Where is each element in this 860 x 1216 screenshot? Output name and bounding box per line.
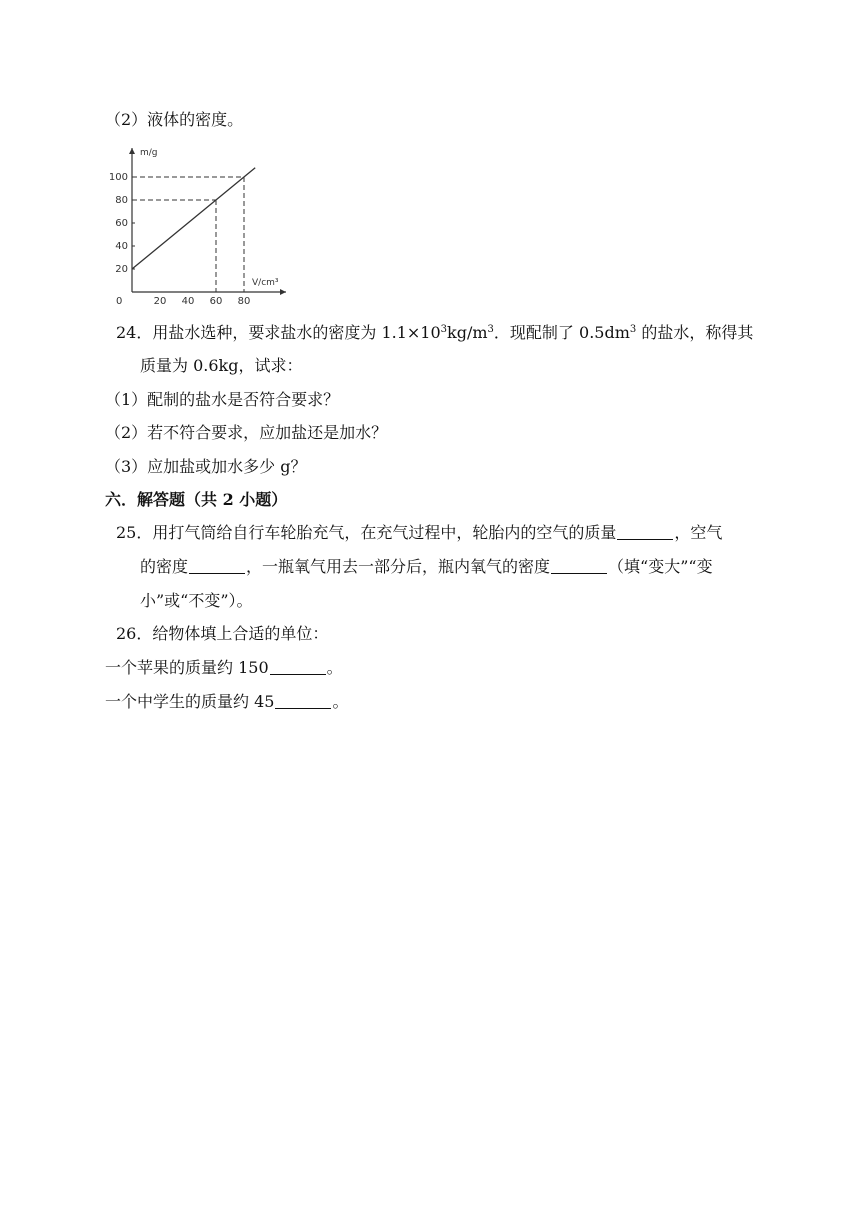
q24-text-c: ．现配制了 0.5dm [493,323,630,342]
q25-line3: 小”或“不变”）。 [140,591,253,610]
y-tick-label: 80 [115,195,128,206]
q24-sup3: 3 [629,324,637,335]
q24-sup2: 3 [487,324,494,335]
q26-item2: 一个中学生的质量约 45 。 [105,692,349,711]
y-tick-label: 60 [115,218,128,229]
y-axis-label: m/g [140,148,158,158]
x-tick-label: 20 [153,296,167,307]
q25-line2: 的密度 ，一瓶氧气用去一部分后，瓶内氧气的密度 （填“变大”“变 [140,557,713,576]
q25-blank-1[interactable] [617,523,673,540]
y-tick-label: 100 [108,172,128,183]
x-axis-arrow [280,289,286,295]
y-tick-label: 40 [115,241,128,252]
y-tick-labels [109,172,135,275]
q24-text-a: 24．用盐水选种，要求盐水的密度为 1.1×10 [116,323,441,342]
y-axis-arrow [129,148,135,154]
q24-line2: 质量为 0.6kg，试求： [140,356,303,375]
q24-text-b: kg/m [447,323,488,342]
q26-item1: 一个苹果的质量约 150 。 [105,658,343,677]
x-tick-labels [154,296,251,307]
mass-volume-graph [108,142,290,308]
q25-line1: 25．用打气筒给自行车轮胎充气，在充气过程中，轮胎内的空气的质量 ，空气 [116,523,723,542]
section6-heading: 六．解答题（共 2 小题） [105,490,288,509]
q25-blank-3[interactable] [551,557,607,574]
x-tick-label: 60 [209,296,223,307]
q26-stem: 26．给物体填上合适的单位： [116,624,329,643]
dashed-guides [132,177,244,292]
q25-blank-2[interactable] [189,557,245,574]
mass-volume-line [132,168,255,269]
x-tick-label: 40 [181,296,195,307]
q24-sup1: 3 [440,324,448,335]
q24-part1: （1）配制的盐水是否符合要求？ [105,390,340,409]
x-axis-label: V/cm³ [252,278,279,288]
origin-label: 0 [116,296,123,307]
y-tick-label: 20 [115,264,128,275]
q24-part3: （3）应加盐或加水多少 g？ [105,457,307,476]
q24-part2: （2）若不符合要求，应加盐还是加水？ [105,423,388,442]
q23-part2: （2）液体的密度。 [105,110,244,129]
x-tick-label: 80 [237,296,251,307]
q24-line1 [116,321,753,345]
q24-text-d: 的盐水，称得其 [636,323,754,342]
q26-blank-1[interactable] [270,658,326,675]
q26-blank-2[interactable] [275,692,331,709]
